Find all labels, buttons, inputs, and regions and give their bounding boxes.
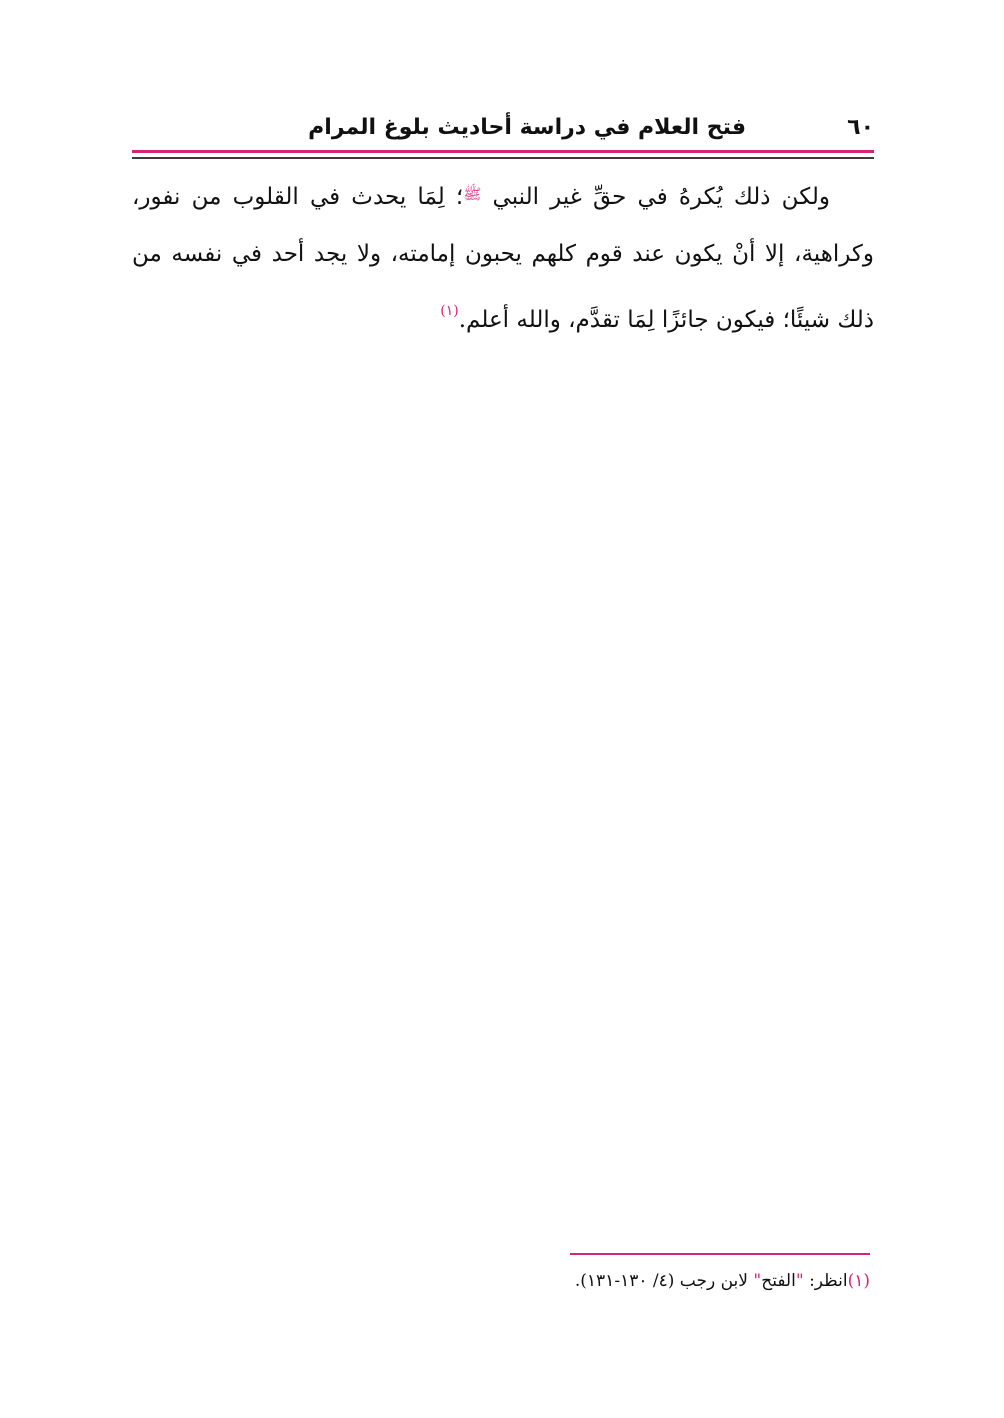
body-line-3-text: ذلك شيئًا؛ فيكون جائزًا لِمَا تقدَّم، والله أعلم. xyxy=(458,307,874,333)
footnote-book-title: الفتح xyxy=(761,1271,796,1291)
footnote-open-quote: " xyxy=(795,1271,804,1291)
header-rule-dark xyxy=(132,157,874,159)
footnote-prefix: انظر: xyxy=(809,1271,848,1291)
footnote-close-quote: " xyxy=(753,1271,762,1291)
body-paragraph xyxy=(132,166,874,349)
header-rule-accent xyxy=(132,150,874,153)
body-line-2: وكراهية، إلا أنْ يكون عند قوم كلهم يحبون إمامته، ولا يجد أحد في نفسه من xyxy=(132,241,874,267)
footnote-citation: لابن رجب (٤/ ١٣٠-١٣١). xyxy=(574,1271,748,1291)
body-line-1-start: ولكن ذلك يُكرهُ في حقِّ غير النبي xyxy=(492,184,831,210)
footnote-separator xyxy=(570,1253,870,1255)
book-title: فتح العلام في دراسة أحاديث بلوغ المرام xyxy=(308,115,746,140)
page-number: ٦٠ xyxy=(847,115,874,140)
footnote-number: (١) xyxy=(847,1271,870,1291)
body-line-3 xyxy=(132,283,874,349)
footnote-reference[interactable]: (١) xyxy=(440,303,459,319)
footnote xyxy=(132,1266,870,1296)
body-line-1 xyxy=(132,166,874,226)
running-header xyxy=(132,112,874,152)
body-line-1-end: ؛ لِمَا يحدث في القلوب من نفور، xyxy=(132,184,464,210)
honorific-symbol: ﷺ xyxy=(463,185,482,203)
